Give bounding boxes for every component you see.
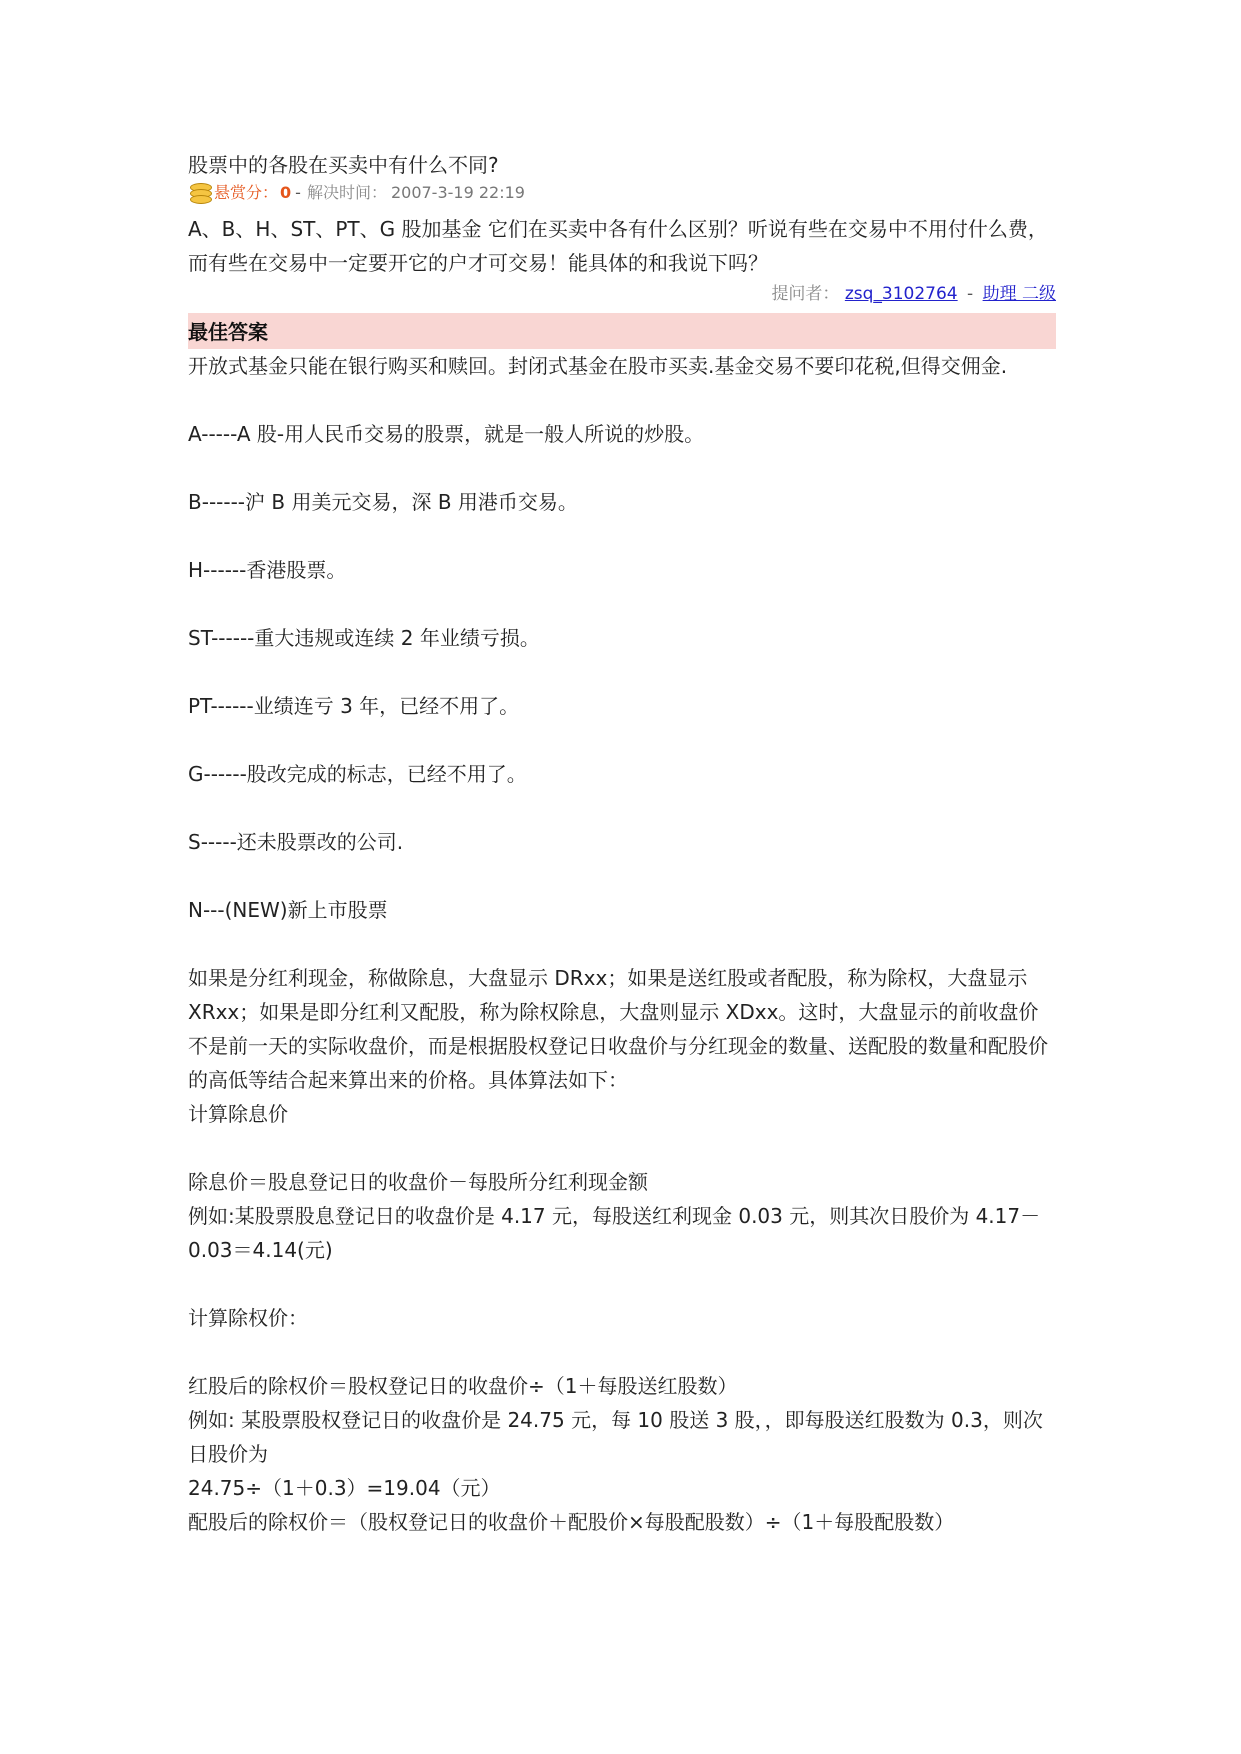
answer-paragraph: PT------业绩连亏 3 年，已经不用了。 <box>188 694 520 718</box>
asker-label: 提问者： <box>771 284 840 304</box>
answer-paragraph: 配股后的除权价＝（股权登记日的收盘价＋配股价×每股配股数）÷（1＋每股配股数） <box>188 1510 955 1534</box>
solve-time-label: 解决时间： <box>306 183 387 202</box>
answer-paragraph: G------股改完成的标志，已经不用了。 <box>188 762 527 786</box>
coins-icon <box>188 182 212 204</box>
answer-paragraph: 计算除权价： <box>188 1306 308 1330</box>
answer-spacer <box>188 451 1056 485</box>
asker-rank-link[interactable]: 助理 二级 <box>982 284 1056 304</box>
answer-spacer <box>188 927 1056 961</box>
answer-spacer <box>188 655 1056 689</box>
answer-paragraph: 红股后的除权价＝股权登记日的收盘价÷（1＋每股送红股数） <box>188 1374 738 1398</box>
answer-spacer <box>188 519 1056 553</box>
answer-paragraph: 例如:某股票股息登记日的收盘价是 4.17 元，每股送红利现金 0.03 元，则其次日股价为 4.17－0.03＝4.14(元) <box>188 1204 1041 1262</box>
answer-paragraph: B------沪 B 用美元交易，深 B 用港币交易。 <box>188 490 578 514</box>
best-answer-body <box>188 349 1056 1539</box>
meta-separator: - <box>295 183 301 202</box>
best-answer-header: 最佳答案 <box>188 313 1056 349</box>
answer-paragraph: ST------重大违规或连续 2 年业绩亏损。 <box>188 626 540 650</box>
answer-spacer <box>188 1267 1056 1301</box>
answer-paragraph: 计算除息价 <box>188 1102 288 1126</box>
answer-paragraph: 除息价＝股息登记日的收盘价－每股所分红利现金额 <box>188 1170 648 1194</box>
question-body: A、B、H、ST、PT、G 股加基金 它们在买卖中各有什么区别？听说有些在交易中不用付什么费，而有些在交易中一定要开它的户才可交易！能具体的和我说下吗？ <box>188 217 1048 275</box>
solve-time: 2007-3-19 22:19 <box>390 183 525 202</box>
answer-paragraph: 开放式基金只能在银行购买和赎回。封闭式基金在股市买卖.基金交易不要印花税,但得交佣金. <box>188 354 1008 378</box>
answer-paragraph: S-----还未股票改的公司. <box>188 830 404 854</box>
answer-paragraph: 24.75÷（1＋0.3）=19.04（元） <box>188 1476 501 1500</box>
answer-paragraph: N---(NEW)新上市股票 <box>188 898 388 922</box>
asker-name-link[interactable]: zsq_3102764 <box>844 284 958 304</box>
question-title: 股票中的各股在买卖中有什么不同? <box>188 153 499 177</box>
asker-info <box>188 281 1056 307</box>
answer-spacer <box>188 383 1056 417</box>
asker-separator: - <box>967 284 974 304</box>
answer-spacer <box>188 791 1056 825</box>
answer-paragraph: A-----A 股-用人民币交易的股票，就是一般人所说的炒股。 <box>188 422 705 446</box>
qa-page <box>188 150 1056 1539</box>
reward-label: 悬赏分： <box>214 183 279 202</box>
answer-spacer <box>188 723 1056 757</box>
answer-paragraph: 例如: 某股票股权登记日的收盘价是 24.75 元，每 10 股送 3 股，，即每股送红股数为 0.3，则次日股价为 <box>188 1408 1043 1466</box>
answer-paragraph: 如果是分红利现金，称做除息，大盘显示 DRxx；如果是送红股或者配股，称为除权，大盘显示 XRxx；如果是即分红利又配股，称为除权除息，大盘则显示 XDxx。这时，大盘显示的前收盘价不是前一天的实际收盘价，而是根据股权登记日收盘价与分红现金的数量、送配股的数量和配股价的高低等结合起来算出来的价格。具体算法如下： <box>188 966 1048 1092</box>
answer-spacer <box>188 1335 1056 1369</box>
reward-value: 0 <box>280 183 292 202</box>
answer-spacer <box>188 859 1056 893</box>
question-meta <box>188 180 1056 206</box>
answer-spacer <box>188 1131 1056 1165</box>
answer-paragraph: H------香港股票。 <box>188 558 347 582</box>
answer-spacer <box>188 587 1056 621</box>
